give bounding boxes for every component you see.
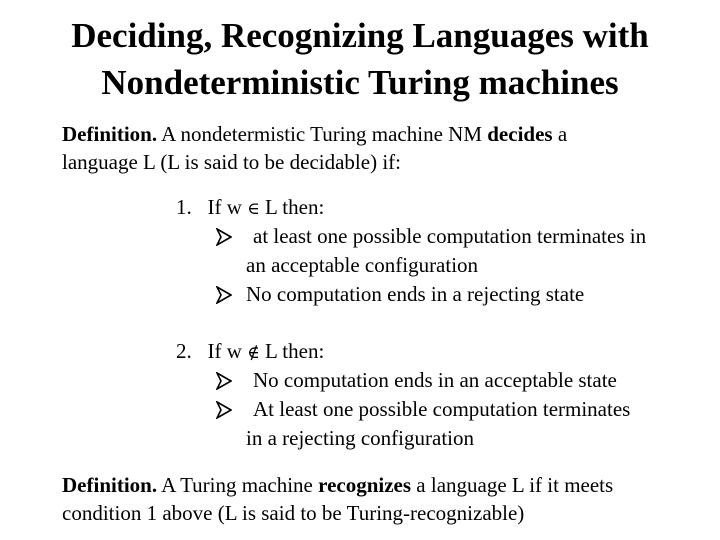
- bullet-line: in a rejecting configuration: [246, 426, 474, 450]
- not-element-of-symbol: ∉: [247, 343, 260, 363]
- definition-keyword: recognizes: [318, 473, 412, 497]
- bullet-line: At least one possible computation terminates: [253, 397, 631, 421]
- arrow-bullet-icon: [216, 286, 232, 304]
- definition-text-a: A nondetermistic Turing machine NM: [157, 122, 488, 146]
- condition-text-a: If w: [207, 195, 248, 219]
- condition-text-b: L then:: [259, 195, 325, 219]
- arrow-bullet-icon: [216, 372, 232, 390]
- definition-line-2: condition 1 above (L is said to be Turing-recognizable): [62, 501, 525, 525]
- condition-text-b: L then:: [259, 339, 325, 363]
- bullet-line: at least one possible computation terminates in: [253, 224, 647, 248]
- definition-text-b: a language L if it meets: [411, 473, 614, 497]
- title-line-2: Nondeterministic Turing machines: [101, 63, 619, 102]
- bullet-line: No computation ends in a rejecting state: [246, 282, 585, 306]
- title-line-1: Deciding, Recognizing Languages with: [71, 16, 649, 55]
- condition-number: 2.: [176, 339, 192, 363]
- definition-decides: [62, 120, 567, 176]
- bullet-line: an acceptable configuration: [246, 253, 479, 277]
- arrow-bullet-icon: [216, 401, 232, 419]
- definition-keyword: decides: [487, 122, 553, 146]
- definition-text-a: A Turing machine: [157, 473, 319, 497]
- condition-text-a: If w: [207, 339, 248, 363]
- definition-recognizes: [62, 471, 613, 527]
- definition-label: Definition.: [62, 122, 158, 146]
- element-of-symbol: ∈: [247, 199, 260, 219]
- bullet-line: No computation ends in an acceptable state: [253, 368, 617, 392]
- definition-label: Definition.: [62, 473, 158, 497]
- definition-line-2: language L (L is said to be decidable) if:: [62, 150, 401, 174]
- arrow-bullet-icon: [216, 228, 232, 246]
- condition-number: 1.: [176, 195, 192, 219]
- condition-1-heading: [176, 193, 324, 223]
- definition-text-b: a: [552, 122, 568, 146]
- slide-title: [0, 12, 720, 106]
- condition-2-heading: [176, 337, 324, 367]
